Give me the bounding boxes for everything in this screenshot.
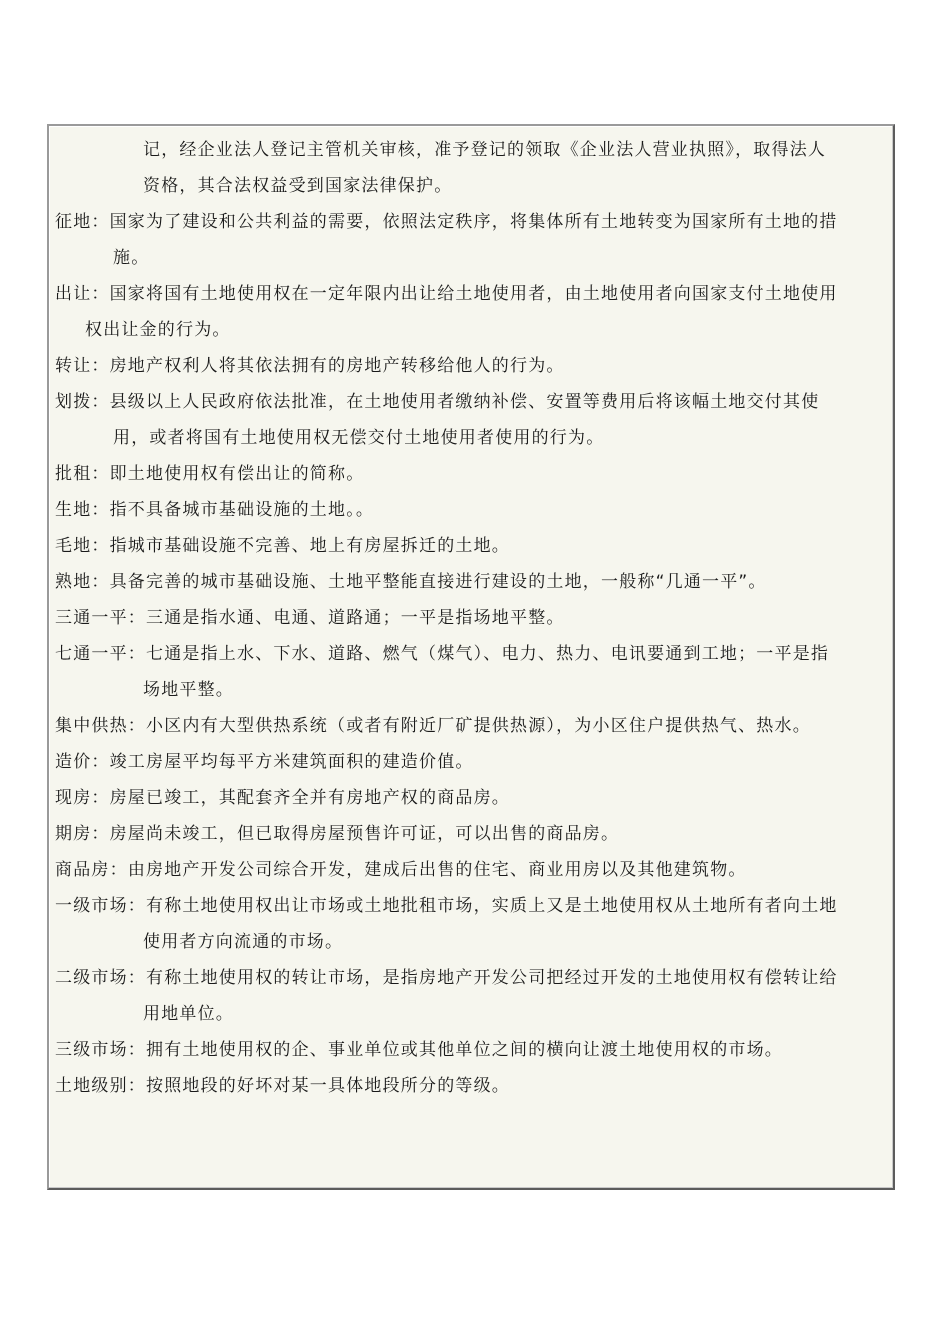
term-definition: 拥有土地使用权的企、事业单位或其他单位之间的横向让渡土地使用权的市场。: [146, 1040, 783, 1060]
term-label: 土地级别：: [55, 1076, 146, 1096]
term-label: 一级市场：: [55, 896, 146, 916]
definition-continuation: 场地平整。: [143, 680, 234, 700]
glossary-entry-erjishichang: [55, 960, 881, 996]
term-definition: 小区内有大型供热系统（或者有附近厂矿提供热源），为小区住户提供热气、热水。: [146, 716, 811, 736]
term-label: 二级市场：: [55, 968, 146, 988]
term-definition: 国家将国有土地使用权在一定年限内出让给土地使用者，由土地使用者向国家支付土地使用: [109, 284, 838, 304]
glossary-entry-huabo: [55, 384, 881, 420]
term-definition: 按照地段的好坏对某一具体地段所分的等级。: [146, 1076, 510, 1096]
glossary-entry-shangpinfang: [55, 852, 881, 888]
term-definition: 有称土地使用权的转让市场，是指房地产开发公司把经过开发的土地使用权有偿转让给: [146, 968, 838, 988]
glossary-entry-zhengdi: [55, 204, 881, 240]
definition-continuation: 用，或者将国有土地使用权无偿交付土地使用者使用的行为。: [113, 428, 605, 448]
definition-continuation: 用地单位。: [143, 1004, 234, 1024]
glossary-entry-shengdi: [55, 492, 881, 528]
term-label: 转让：: [55, 356, 110, 376]
term-label: 集中供热：: [55, 716, 146, 736]
glossary-entry-santongyiping: [55, 600, 881, 636]
term-definition: 房地产权利人将其依法拥有的房地产转移给他人的行为。: [109, 356, 565, 376]
definition-continuation: 使用者方向流通的市场。: [143, 932, 344, 952]
glossary-entry-pizu: [55, 456, 881, 492]
term-label: 现房：: [55, 788, 110, 808]
glossary-entry-xianfang: [55, 780, 881, 816]
glossary-entry-qitongyiping: [55, 636, 881, 672]
term-label: 三通一平：: [55, 608, 146, 628]
glossary-entry-churang: [55, 276, 881, 312]
glossary-entry-tudijibie: [55, 1068, 881, 1104]
term-label: 毛地：: [55, 536, 110, 556]
term-definition: 国家为了建设和公共利益的需要，依照法定秩序，将集体所有土地转变为国家所有土地的措: [109, 212, 838, 232]
term-definition: 三通是指水通、电通、道路通；一平是指场地平整。: [146, 608, 565, 628]
term-definition: 竣工房屋平均每平方米建筑面积的建造价值。: [109, 752, 474, 772]
term-label: 熟地：: [55, 572, 110, 592]
continuation-line: 资格，其合法权益受到国家法律保护。: [143, 176, 453, 196]
term-label: 生地：: [55, 500, 110, 520]
term-label: 三级市场：: [55, 1040, 146, 1060]
glossary-entry-shudi: [55, 564, 881, 600]
glossary-entry-zaojia: [55, 744, 881, 780]
term-label: 七通一平：: [55, 644, 146, 664]
term-definition: 有称土地使用权出让市场或土地批租市场，实质上又是土地使用权从土地所有者向土地: [146, 896, 838, 916]
glossary-entry-zhuanrang: [55, 348, 881, 384]
term-label: 造价：: [55, 752, 110, 772]
term-definition: 房屋已竣工，其配套齐全并有房地产权的商品房。: [109, 788, 511, 808]
term-label: 划拨：: [55, 392, 110, 412]
glossary-entry-jizhonggongre: [55, 708, 881, 744]
term-definition: 即土地使用权有偿出让的简称。: [109, 464, 365, 484]
continuation-line: 记，经企业法人登记主管机关审核，准予登记的领取《企业法人营业执照》，取得法人: [143, 140, 827, 160]
term-label: 期房：: [55, 824, 110, 844]
glossary-box: [47, 124, 895, 1190]
term-definition: 由房地产开发公司综合开发，建成后出售的住宅、商业用房以及其他建筑物。: [127, 860, 747, 880]
term-definition: 指不具备城市基础设施的土地。。: [109, 500, 375, 520]
term-label: 征地：: [55, 212, 110, 232]
glossary-entry-sanjishichang: [55, 1032, 881, 1068]
term-label: 批租：: [55, 464, 110, 484]
glossary-entry-yijishichang: [55, 888, 881, 924]
term-definition: 具备完善的城市基础设施、土地平整能直接进行建设的土地，一般称“几通一平”。: [109, 572, 767, 592]
term-label: 出让：: [55, 284, 110, 304]
definition-continuation: 权出让金的行为。: [85, 320, 231, 340]
term-definition: 县级以上人民政府依法批准，在土地使用者缴纳补偿、安置等费用后将该幅土地交付其使: [109, 392, 820, 412]
term-label: 商品房：: [55, 860, 128, 880]
definition-continuation: 施。: [113, 248, 150, 268]
term-definition: 指城市基础设施不完善、地上有房屋拆迁的土地。: [109, 536, 511, 556]
term-definition: 房屋尚未竣工，但已取得房屋预售许可证，可以出售的商品房。: [109, 824, 620, 844]
term-definition: 七通是指上水、下水、道路、燃气（煤气）、电力、热力、电讯要通到工地；一平是指: [146, 644, 830, 664]
glossary-entry-maodi: [55, 528, 881, 564]
glossary-list: [55, 132, 881, 1104]
glossary-entry-qifang: [55, 816, 881, 852]
